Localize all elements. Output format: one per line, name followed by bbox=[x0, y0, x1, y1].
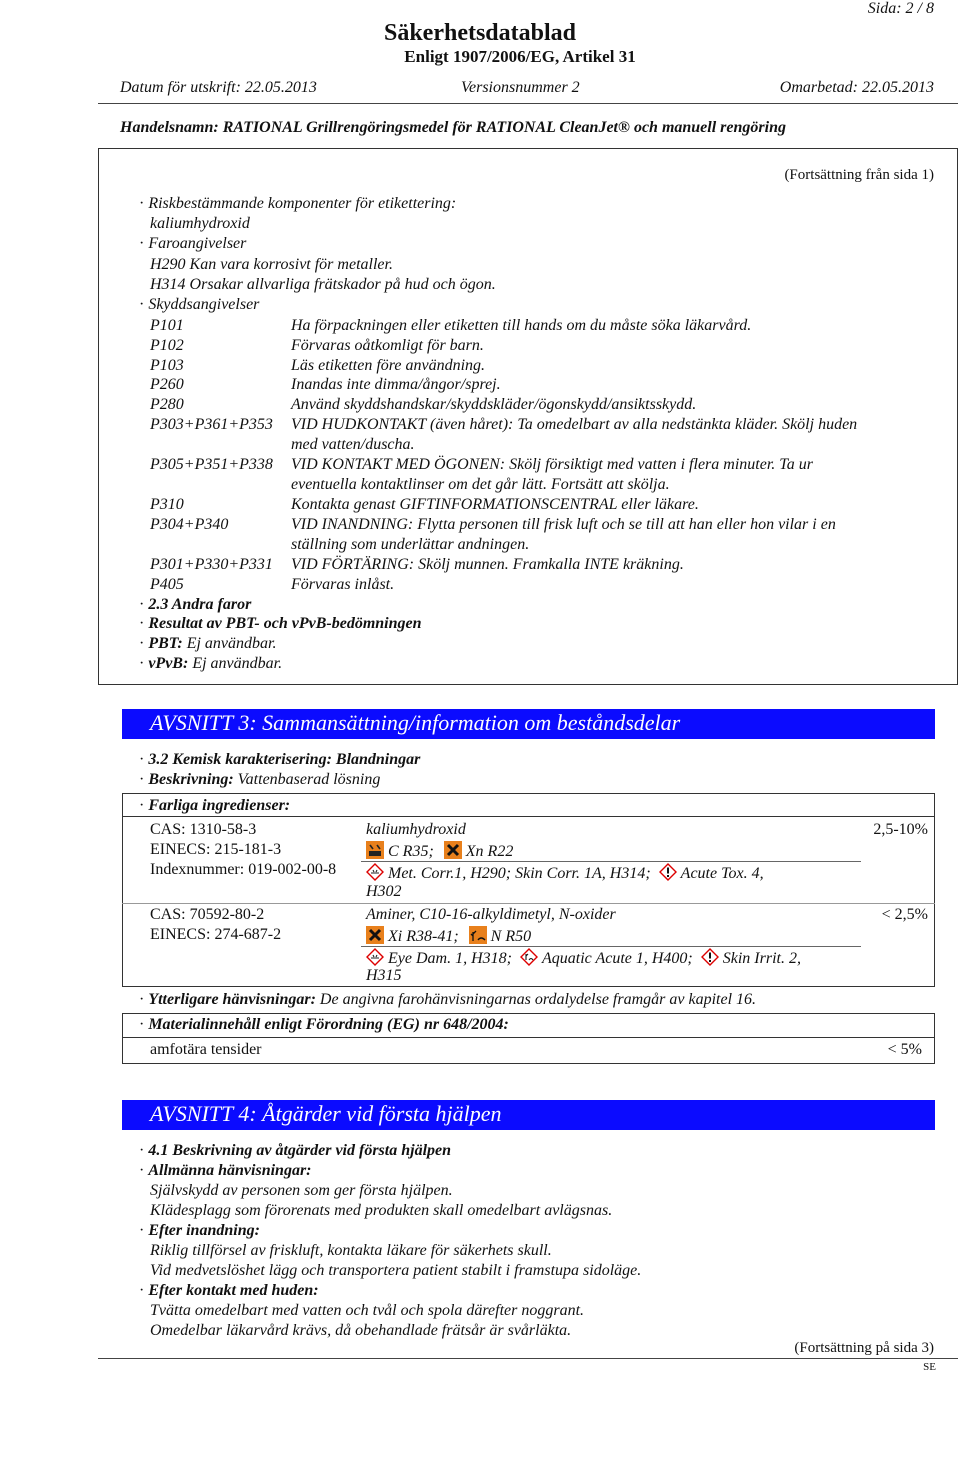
p-text: VID HUDKONTAKT (även håret): Ta omedelbart av alla nedstänkta kläder. Skölj huden bbox=[291, 416, 858, 433]
version-number: Versionsnummer 2 bbox=[461, 79, 580, 96]
exclamation-diamond-icon bbox=[659, 863, 677, 881]
ingredient-concentration: 2,5-10% bbox=[873, 821, 928, 838]
box-right bbox=[957, 148, 958, 685]
header-divider bbox=[98, 103, 958, 104]
content-value: < 5% bbox=[887, 1041, 922, 1058]
content-box-top bbox=[122, 1013, 935, 1014]
ingredient-dsd-line: Xi R38-41; N R50 bbox=[366, 926, 531, 946]
ingredient-concentration: < 2,5% bbox=[881, 906, 928, 923]
page-number: Sida: 2 / 8 bbox=[867, 0, 934, 17]
pbt-results: · Resultat av PBT- och vPvB-bedömningen bbox=[139, 615, 422, 632]
hazard-statement: H290 Kan vara korrosivt för metaller. bbox=[150, 256, 393, 273]
document-title: Säkerhetsdatablad bbox=[383, 20, 577, 46]
trade-name: Handelsnamn: RATIONAL Grillrengöringsmedel för RATIONAL CleanJet® och manuell rengöring bbox=[120, 119, 786, 136]
p-text: Inandas inte dimma/ångor/sprej. bbox=[291, 376, 501, 393]
p-text: Använd skyddshandskar/skyddskläder/ögonskydd/ansiktsskydd. bbox=[291, 396, 697, 413]
p-text: Förvaras oåtkomligt för barn. bbox=[291, 337, 484, 354]
further-notes: · Ytterligare hänvisningar: De angivna farohänvisningarnas ordalydelse framgår av kapitel 16. bbox=[139, 991, 757, 1008]
regulation-line: Enligt 1907/2006/EG, Artikel 31 bbox=[404, 47, 636, 66]
first-aid-text: Självskydd av personen som ger första hjälpen. bbox=[150, 1182, 453, 1199]
ingredients-header-divider bbox=[122, 816, 935, 817]
p-text: VID INANDNING: Flytta personen till frisk luft och se till att han eller hon vilar i en bbox=[291, 516, 836, 533]
ingredient-clp-line: Eye Dam. 1, H318; Aquatic Acute 1, H400; Skin Irrit. 2, bbox=[366, 948, 801, 968]
box-top bbox=[98, 148, 958, 149]
inhalation-heading: · Efter inandning: bbox=[139, 1222, 260, 1239]
corrosive-icon bbox=[366, 841, 384, 859]
first-aid-text: Tvätta omedelbart med vatten och tvål och spola därefter noggrant. bbox=[150, 1302, 585, 1319]
ingredient-name: kaliumhydroxid bbox=[366, 821, 466, 838]
vpvb-line: · vPvB: Ej användbar. bbox=[139, 655, 283, 672]
hazard-statement: H314 Orsakar allvarliga frätskador på hud och ögon. bbox=[150, 276, 496, 293]
p-code: P304+P340 bbox=[150, 516, 229, 533]
section4-title: AVSNITT 4: Åtgärder vid första hjälpen bbox=[150, 1101, 502, 1126]
exclamation-diamond-icon bbox=[701, 948, 719, 966]
section3-header bbox=[122, 709, 935, 739]
first-aid-text: Riklig tillförsel av friskluft, kontakta läkare för säkerhets skull. bbox=[150, 1242, 552, 1259]
clp-divider bbox=[361, 946, 861, 947]
harmful-x-icon bbox=[444, 841, 462, 859]
hazard-statements-heading: · Faroangivelser bbox=[139, 235, 247, 252]
ingredient-clp-cont: H302 bbox=[366, 883, 402, 900]
p-text: Ha förpackningen eller etiketten till hands om du måste söka läkarvård. bbox=[291, 317, 752, 334]
box-left bbox=[98, 148, 99, 685]
ingredient-id: CAS: 1310-58-3 bbox=[150, 821, 257, 838]
p-code: P310 bbox=[150, 496, 184, 513]
other-hazards: · 2.3 Andra faror bbox=[139, 596, 252, 613]
p-code: P301+P330+P331 bbox=[150, 556, 273, 573]
p-code: P305+P351+P338 bbox=[150, 456, 273, 473]
content-item: amfotära tensider bbox=[150, 1041, 262, 1058]
p-text: Läs etiketten före användning. bbox=[291, 357, 486, 374]
ingredients-box-right bbox=[934, 793, 935, 986]
risk-component: kaliumhydroxid bbox=[150, 215, 250, 232]
ingredients-row-divider bbox=[122, 903, 935, 904]
clp-divider bbox=[361, 861, 861, 862]
box-bottom bbox=[98, 684, 958, 685]
ingredient-clp-cont: H315 bbox=[366, 967, 402, 984]
p-code: P103 bbox=[150, 357, 184, 374]
first-aid-description: · 4.1 Beskrivning av åtgärder vid första hjälpen bbox=[139, 1142, 452, 1159]
continued-to: (Fortsättning på sida 3) bbox=[794, 1340, 934, 1356]
p-code: P303+P361+P353 bbox=[150, 416, 273, 433]
ghs-corrosion-outline-icon bbox=[366, 863, 384, 881]
section4-header bbox=[122, 1100, 935, 1130]
general-notes-heading: · Allmänna hänvisningar: bbox=[139, 1162, 312, 1179]
p-code: P280 bbox=[150, 396, 184, 413]
ingredient-id: CAS: 70592-80-2 bbox=[150, 906, 265, 923]
precautionary-heading: · Skyddsangivelser bbox=[139, 296, 260, 313]
environment-outline-icon bbox=[520, 948, 538, 966]
harmful-x-icon bbox=[366, 926, 384, 944]
section3-title: AVSNITT 3: Sammansättning/information om beståndsdelar bbox=[150, 710, 681, 735]
ingredients-box-left bbox=[122, 793, 123, 986]
description-line: · Beskrivning: Vattenbaserad lösning bbox=[139, 771, 381, 788]
first-aid-text: Klädesplagg som förorenats med produkten skall omedelbart avlägsnas. bbox=[150, 1202, 613, 1219]
content-box-left bbox=[122, 1013, 123, 1064]
language-code: SE bbox=[923, 1361, 936, 1373]
p-code: P101 bbox=[150, 317, 184, 334]
p-text: eventuella kontaktlinser om det går lätt. Fortsätt att skölja. bbox=[291, 476, 670, 493]
p-text: med vatten/duscha. bbox=[291, 436, 415, 453]
continued-from: (Fortsättning från sida 1) bbox=[784, 167, 934, 183]
p-code: P260 bbox=[150, 376, 184, 393]
revised-date: Omarbetad: 22.05.2013 bbox=[779, 79, 934, 96]
chem-characterisation: · 3.2 Kemisk karakterisering: Blandningar bbox=[139, 751, 421, 768]
p-text: Kontakta genast GIFTINFORMATIONSCENTRAL eller läkare. bbox=[291, 496, 699, 513]
first-aid-text: Omedelbar läkarvård krävs, då obehandlade frätsår är svårläkta. bbox=[150, 1322, 572, 1339]
skin-contact-heading: · Efter kontakt med huden: bbox=[139, 1282, 319, 1299]
ingredient-id: EINECS: 274-687-2 bbox=[150, 926, 282, 943]
p-text: Förvaras inlåst. bbox=[291, 576, 395, 593]
print-date: Datum för utskrift: 22.05.2013 bbox=[120, 79, 317, 96]
p-code: P405 bbox=[150, 576, 184, 593]
ingredient-id: EINECS: 215-181-3 bbox=[150, 841, 282, 858]
content-box-bottom bbox=[122, 1063, 935, 1064]
ingredient-dsd-line: C R35; Xn R22 bbox=[366, 841, 513, 861]
content-box-divider bbox=[122, 1037, 935, 1038]
ingredient-name: Aminer, C10-16-alkyldimetyl, N-oxider bbox=[366, 906, 616, 923]
ingredient-id: Indexnummer: 019-002-00-8 bbox=[150, 861, 337, 878]
ingredient-clp-line: Met. Corr.1, H290; Skin Corr. 1A, H314; Acute Tox. 4, bbox=[366, 863, 764, 883]
footer-divider bbox=[98, 1358, 958, 1359]
material-content-label: · Materialinnehåll enligt Förordning (EG) nr 648/2004: bbox=[139, 1016, 509, 1033]
p-text: VID FÖRTÄRING: Skölj munnen. Framkalla INTE kräkning. bbox=[291, 556, 684, 573]
environment-icon bbox=[469, 926, 487, 944]
p-code: P102 bbox=[150, 337, 184, 354]
ingredients-box-bottom bbox=[122, 986, 935, 987]
p-text: VID KONTAKT MED ÖGONEN: Skölj försiktigt med vatten i flera minuter. Ta ur bbox=[291, 456, 813, 473]
ghs-corrosion-outline-icon bbox=[366, 948, 384, 966]
first-aid-text: Vid medvetslöshet lägg och transportera patient stabilt i framstupa sidoläge. bbox=[150, 1262, 642, 1279]
dangerous-ingredients-label: · Farliga ingredienser: bbox=[139, 797, 291, 814]
p-text: ställning som underlättar andningen. bbox=[291, 536, 530, 553]
ingredients-box-top bbox=[122, 793, 935, 794]
risk-components-heading: · Riskbestämmande komponenter för etikettering: bbox=[139, 195, 457, 212]
pbt-line: · PBT: Ej användbar. bbox=[139, 635, 277, 652]
content-box-right bbox=[934, 1013, 935, 1064]
